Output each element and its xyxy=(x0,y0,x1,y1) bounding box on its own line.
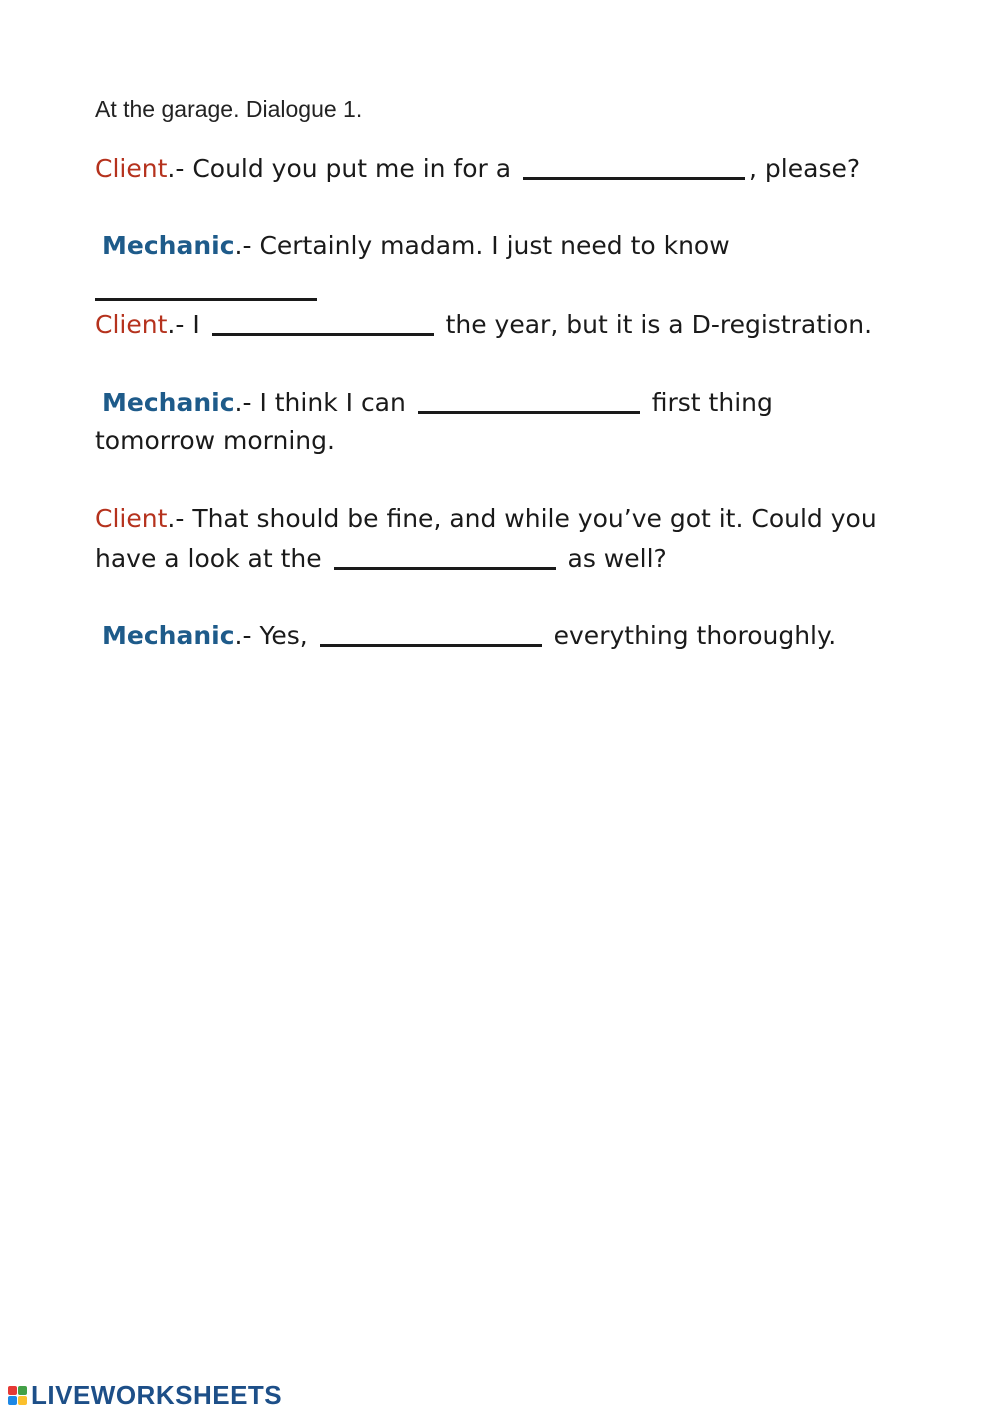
line-text: That should be fine, and while you’ve got it. Could you xyxy=(192,504,877,533)
line-text: everything thoroughly. xyxy=(545,621,837,650)
answer-blank-2[interactable] xyxy=(95,272,317,301)
line-text: have a look at the xyxy=(95,544,330,573)
speaker-mechanic: Mechanic xyxy=(102,231,235,260)
line-text: I think I can xyxy=(259,388,414,417)
dialogue-line-mechanic-3 xyxy=(102,615,836,655)
answer-blank-3[interactable] xyxy=(212,307,434,336)
footer-brand xyxy=(8,1380,282,1411)
speaker-mechanic: Mechanic xyxy=(102,388,235,417)
answer-blank-1[interactable] xyxy=(523,151,745,180)
speaker-separator: .- xyxy=(234,388,260,417)
line-text: Yes, xyxy=(259,621,316,650)
dialogue-line-client-1 xyxy=(95,148,860,188)
dialogue-line-client-2 xyxy=(95,304,872,344)
brand-name: LIVEWORKSHEETS xyxy=(31,1380,283,1410)
line-text: Certainly madam. I just need to know xyxy=(259,231,730,260)
speaker-separator: .- xyxy=(234,621,260,650)
dialogue-line-client-3-continuation xyxy=(95,538,667,578)
speaker-client: Client xyxy=(95,154,168,183)
dialogue-line-continuation: tomorrow morning. xyxy=(95,426,335,455)
answer-blank-6[interactable] xyxy=(320,618,542,647)
page-title: At the garage. Dialogue 1. xyxy=(95,96,363,122)
speaker-mechanic: Mechanic xyxy=(102,621,235,650)
answer-blank-5[interactable] xyxy=(334,541,556,570)
liveworksheets-logo-icon xyxy=(8,1386,27,1405)
dialogue-line-mechanic-2 xyxy=(102,382,773,422)
answer-blank-4[interactable] xyxy=(418,385,640,414)
line-text: first thing xyxy=(643,388,773,417)
dialogue-line-mechanic-1 xyxy=(102,226,730,265)
line-text: , please? xyxy=(749,154,861,183)
speaker-client: Client xyxy=(95,310,168,339)
speaker-separator: .- xyxy=(167,154,193,183)
line-text: the year, but it is a D-registration. xyxy=(437,310,873,339)
speaker-separator: .- xyxy=(234,231,260,260)
dialogue-line-client-3 xyxy=(95,499,877,538)
line-text: Could you put me in for a xyxy=(192,154,520,183)
speaker-separator: .- xyxy=(167,504,193,533)
speaker-client: Client xyxy=(95,504,168,533)
line-text: I xyxy=(192,310,208,339)
line-text: as well? xyxy=(559,544,667,573)
speaker-separator: .- xyxy=(167,310,193,339)
